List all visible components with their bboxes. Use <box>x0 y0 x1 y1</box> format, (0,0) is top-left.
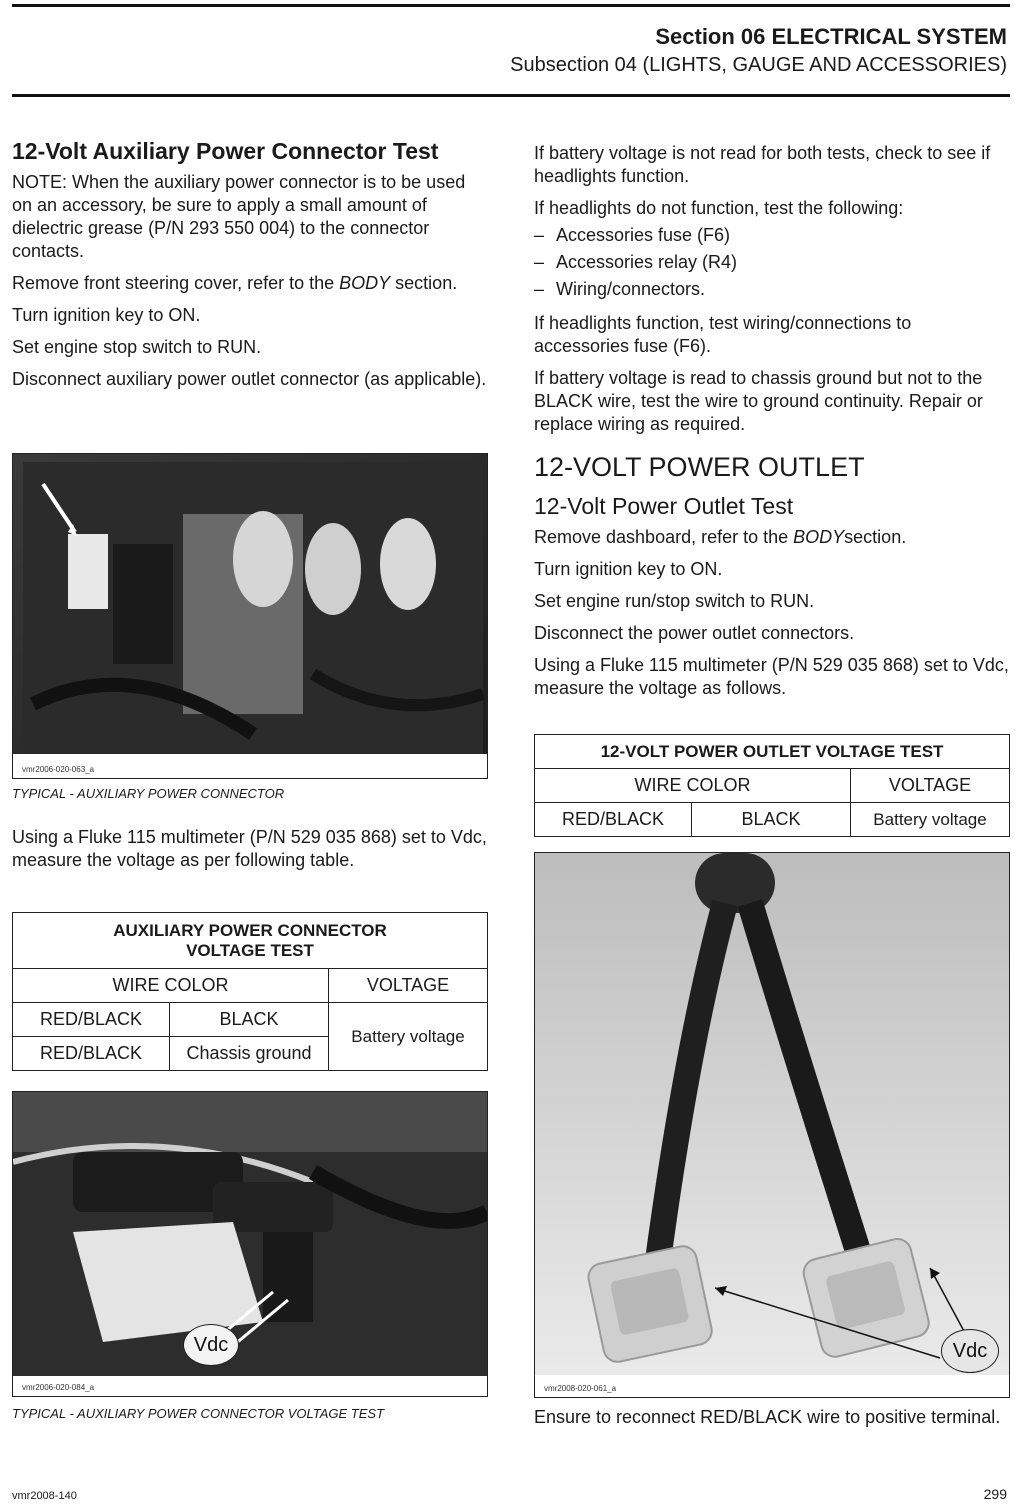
outlet-voltage-table <box>534 734 1010 837</box>
stop-switch-text: Set engine stop switch to RUN. <box>12 337 262 357</box>
photo2-caption: TYPICAL - AUXILIARY POWER CONNECTOR VOLTAGE TEST <box>12 1406 385 1421</box>
disconnect-outlet-text: Disconnect the power outlet connectors. <box>534 623 855 643</box>
aux-connector-photo <box>12 453 488 779</box>
left-column <box>12 138 488 400</box>
aux-voltage-test-photo <box>12 1091 488 1397</box>
outlet-wire2: BLACK <box>692 803 851 837</box>
outlet-wire1: RED/BLACK <box>535 803 692 837</box>
headlights-function-text: If headlights function, test wiring/connections to accessories fuse (F6). <box>534 313 912 356</box>
header-rule <box>12 94 1010 97</box>
aux-col-voltage: VOLTAGE <box>329 969 488 1003</box>
note-text: NOTE: When the auxiliary power connector is to be used on an accessory, be sure to apply a small amount of dielectric grease (P/N 293 550 004) to the connector contacts. <box>12 172 466 261</box>
footer-code: vmr2008-140 <box>12 1490 77 1502</box>
power-outlet-test-heading: 12-Volt Power Outlet Test <box>534 493 794 519</box>
remove-dashboard-text: Remove dashboard, refer to the BODYsection. <box>534 527 907 547</box>
list-item: – Accessories fuse (F6) <box>534 225 731 245</box>
outlet-ignition-text: Turn ignition key to ON. <box>534 559 723 579</box>
aux-connector-heading: 12-Volt Auxiliary Power Connector Test <box>12 138 439 164</box>
power-outlet-section-title: 12-VOLT POWER OUTLET <box>534 452 865 482</box>
aux-row2-wire2: Chassis ground <box>170 1037 329 1071</box>
outlet-battery-voltage: Battery voltage <box>851 803 1010 837</box>
photo2-vdc-callout: Vdc <box>183 1324 239 1366</box>
subsection-title: Subsection 04 (LIGHTS, GAUGE AND ACCESSORIES) <box>510 54 1007 76</box>
aux-multimeter-text: Using a Fluke 115 multimeter (P/N 529 035 868) set to Vdc, measure the voltage as per following table. <box>12 827 487 870</box>
aux-col-wire-color: WIRE COLOR <box>13 969 329 1003</box>
photo1-caption: TYPICAL - AUXILIARY POWER CONNECTOR <box>12 786 285 801</box>
list-item: – Wiring/connectors. <box>534 279 706 299</box>
power-outlet-photo <box>534 852 1010 1398</box>
reconnect-text: Ensure to reconnect RED/BLACK wire to positive terminal. <box>534 1407 1001 1427</box>
aux-table-title: AUXILIARY POWER CONNECTOR VOLTAGE TEST <box>13 913 488 969</box>
section-title: Section 06 ELECTRICAL SYSTEM <box>655 24 1007 49</box>
photo3-code: vmr2008-020-061_a <box>541 1384 619 1393</box>
aux-row1-wire1: RED/BLACK <box>13 1003 170 1037</box>
page-number: 299 <box>983 1486 1007 1502</box>
chassis-ground-text: If battery voltage is read to chassis ground but not to the BLACK wire, test the wire to ground continuity. Repair or replace wiring as required. <box>534 368 983 434</box>
photo3-vdc-callout: Vdc <box>941 1329 999 1373</box>
run-stop-text: Set engine run/stop switch to RUN. <box>534 591 815 611</box>
aux-voltage-test-image <box>13 1092 487 1396</box>
aux-row2-wire1: RED/BLACK <box>13 1037 170 1071</box>
aux-row1-wire2: BLACK <box>170 1003 329 1037</box>
aux-battery-voltage: Battery voltage <box>329 1003 488 1071</box>
test-list <box>534 222 1010 303</box>
aux-connector-image <box>13 454 487 778</box>
power-outlet-image <box>535 853 1009 1397</box>
outlet-col-wire-color: WIRE COLOR <box>535 769 851 803</box>
battery-not-read-text: If battery voltage is not read for both tests, check to see if headlights function. <box>534 143 991 186</box>
list-item: – Accessories relay (R4) <box>534 252 738 272</box>
photo1-code: vmr2006-020-063_a <box>19 765 97 774</box>
ignition-text: Turn ignition key to ON. <box>12 305 201 325</box>
outlet-col-voltage: VOLTAGE <box>851 769 1010 803</box>
outlet-multimeter-text: Using a Fluke 115 multimeter (P/N 529 035 868) set to Vdc, measure the voltage as follows. <box>534 655 1009 698</box>
outlet-table-title: 12-VOLT POWER OUTLET VOLTAGE TEST <box>535 735 1010 769</box>
disconnect-text: Disconnect auxiliary power outlet connector (as applicable). <box>12 369 487 389</box>
remove-cover-text: Remove front steering cover, refer to the BODY section. <box>12 273 458 293</box>
right-column <box>534 142 1010 709</box>
aux-voltage-table <box>12 912 488 1071</box>
headlights-not-function-text: If headlights do not function, test the following: <box>534 198 904 218</box>
photo2-code: vmr2006-020-084_a <box>19 1383 97 1392</box>
top-rule <box>12 4 1010 7</box>
